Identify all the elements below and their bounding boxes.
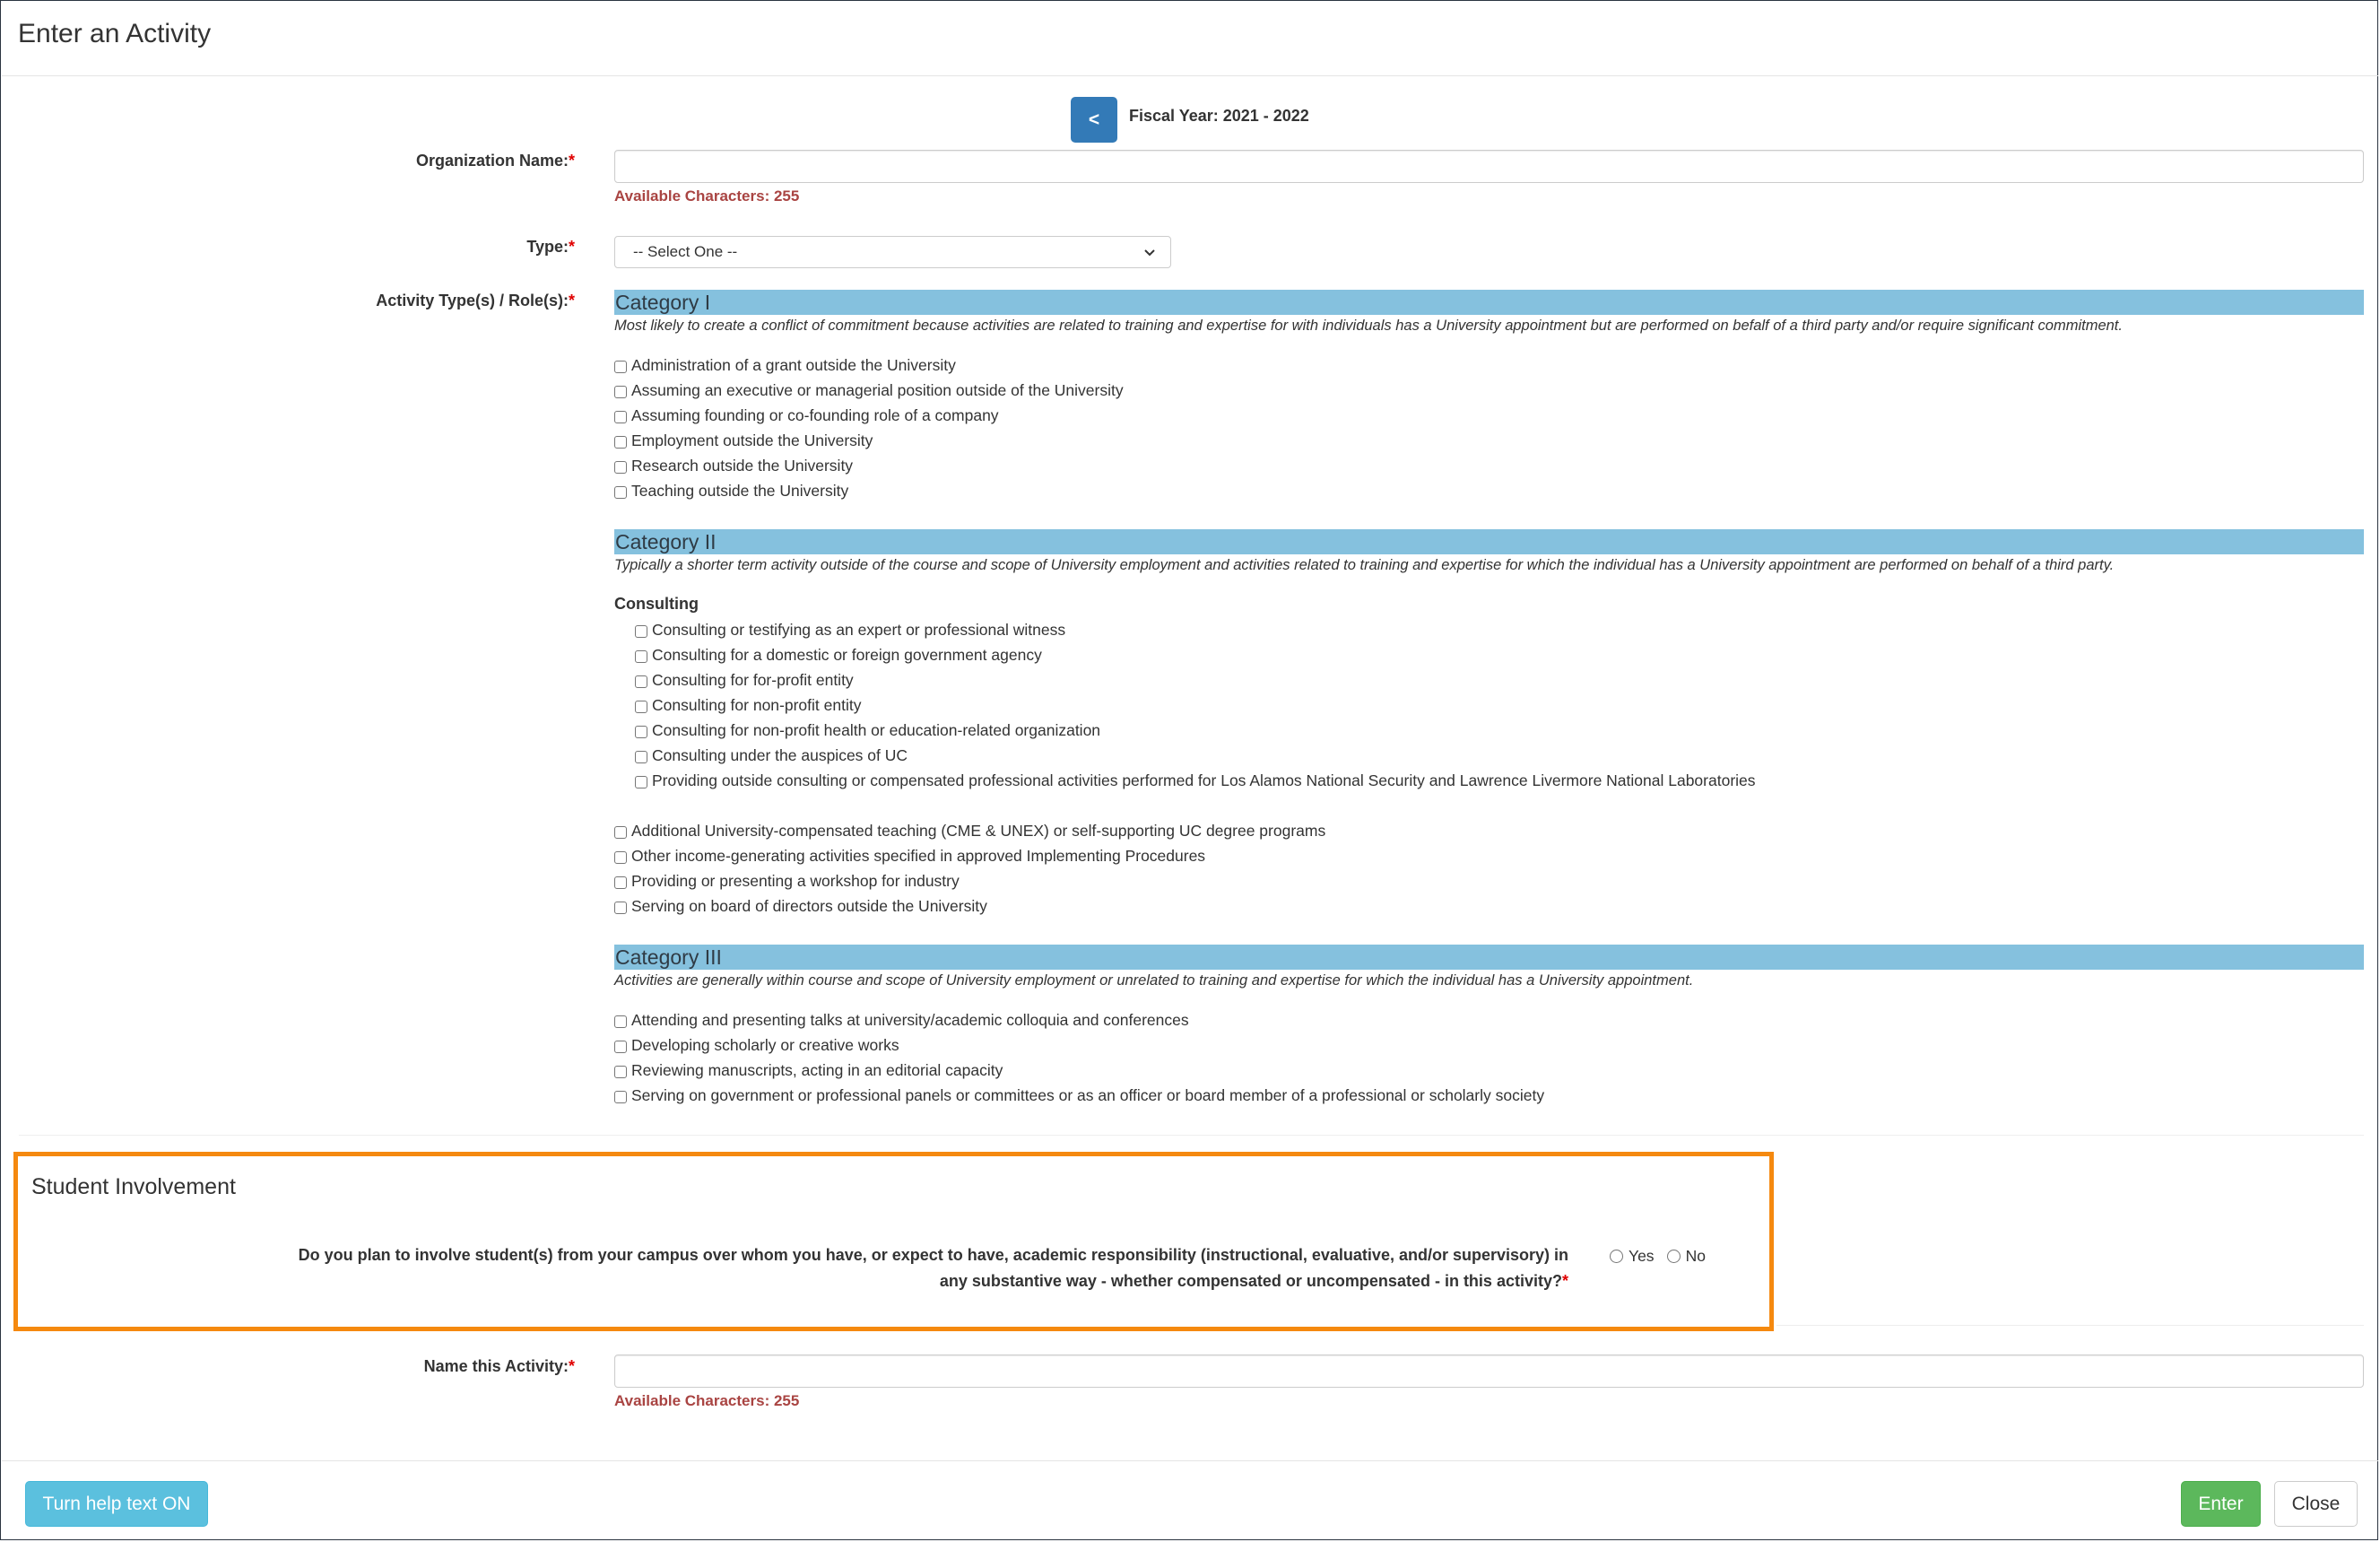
organization-available-characters: Available Characters: 255: [614, 187, 800, 205]
checkbox[interactable]: [635, 650, 647, 663]
checkbox-item[interactable]: Reviewing manuscripts, acting in an editorial capacity: [614, 1058, 1544, 1083]
category-3-description: Activities are generally within course and scope of University employment or unrelated to training and expertise for which the individual has a University appointment.: [614, 972, 1694, 989]
required-marker: *: [1561, 1272, 1568, 1290]
close-button[interactable]: Close: [2274, 1481, 2358, 1527]
checkbox[interactable]: [614, 361, 627, 373]
activity-types-label: Activity Type(s) / Role(s):*: [376, 292, 575, 309]
category-1-checkbox-list: [614, 353, 1124, 503]
checkbox[interactable]: [614, 876, 627, 889]
checkbox[interactable]: [635, 625, 647, 638]
toggle-help-text-button[interactable]: Turn help text ON: [25, 1481, 208, 1527]
consulting-subheading: Consulting: [614, 595, 699, 613]
required-marker: *: [568, 238, 575, 256]
activity-name-label: Name this Activity:*: [423, 1357, 575, 1375]
checkbox-item[interactable]: Administration of a grant outside the University: [614, 353, 1124, 378]
checkbox-item[interactable]: Additional University-compensated teaching (CME & UNEX) or self-supporting UC degree programs: [614, 818, 1325, 843]
checkbox-item[interactable]: Developing scholarly or creative works: [614, 1032, 1544, 1058]
checkbox[interactable]: [614, 411, 627, 423]
consulting-checkbox-list: [635, 617, 1756, 793]
checkbox-item[interactable]: Consulting for non-profit health or education-related organization: [635, 718, 1756, 743]
checkbox[interactable]: [614, 1015, 627, 1028]
checkbox-item[interactable]: Attending and presenting talks at university/academic colloquia and conferences: [614, 1007, 1544, 1032]
checkbox-item[interactable]: Research outside the University: [614, 453, 1124, 478]
checkbox[interactable]: [614, 461, 627, 474]
checkbox[interactable]: [635, 701, 647, 713]
radio-no[interactable]: No: [1667, 1247, 1706, 1266]
checkbox[interactable]: [635, 726, 647, 738]
type-select-value: -- Select One --: [633, 243, 738, 260]
checkbox[interactable]: [614, 1091, 627, 1103]
activity-name-available-characters: Available Characters: 255: [614, 1392, 800, 1409]
category-2-header: Category II: [614, 529, 2364, 554]
required-marker: *: [568, 292, 575, 309]
checkbox[interactable]: [614, 851, 627, 864]
category-2-checkbox-list: [614, 818, 1325, 919]
checkbox[interactable]: [614, 436, 627, 449]
category-1-description: Most likely to create a conflict of commitment because activities are related to training and expertise for with individuals has a University appointment but are performed on befalf of a third party and/or require significant commitment.: [614, 318, 2123, 334]
checkbox[interactable]: [635, 776, 647, 788]
radio-button[interactable]: [1667, 1250, 1681, 1263]
required-marker: *: [568, 152, 575, 170]
checkbox-item[interactable]: Assuming founding or co-founding role of a company: [614, 403, 1124, 428]
student-involvement-highlight: [13, 1152, 1774, 1331]
checkbox-item[interactable]: Serving on government or professional panels or committees or as an officer or board member of a professional or scholarly society: [614, 1083, 1544, 1108]
section-divider: [19, 1135, 2364, 1136]
checkbox[interactable]: [614, 486, 627, 499]
type-select[interactable]: [614, 236, 1171, 268]
radio-yes[interactable]: Yes: [1610, 1247, 1655, 1266]
chevron-down-icon: [1142, 244, 1158, 260]
checkbox-item[interactable]: Employment outside the University: [614, 428, 1124, 453]
organization-name-label: Organization Name:*: [415, 152, 575, 170]
fiscal-year-label: Fiscal Year: 2021 - 2022: [1129, 107, 1309, 125]
student-involvement-radio-group: [1610, 1247, 1706, 1266]
enter-button[interactable]: Enter: [2181, 1481, 2261, 1527]
checkbox-item[interactable]: Other income-generating activities specified in approved Implementing Procedures: [614, 843, 1325, 868]
student-involvement-question: Do you plan to involve student(s) from your campus over whom you have, or expect to have, academic responsibility (instructional, evaluative, and/or supervisory) in any substantive way - whether compensated or uncompensated - in this activity?*: [298, 1246, 1568, 1290]
footer-divider: [2, 1460, 2378, 1461]
section-divider: [1776, 1325, 2364, 1326]
required-marker: *: [568, 1357, 575, 1375]
checkbox-item[interactable]: Consulting for a domestic or foreign government agency: [635, 642, 1756, 667]
activity-name-input[interactable]: [614, 1355, 2364, 1388]
checkbox[interactable]: [614, 1041, 627, 1053]
checkbox-item[interactable]: Teaching outside the University: [614, 478, 1124, 503]
header-divider: [2, 75, 2378, 76]
checkbox[interactable]: [614, 826, 627, 839]
checkbox-item[interactable]: Serving on board of directors outside the University: [614, 893, 1325, 919]
radio-button[interactable]: [1610, 1250, 1623, 1263]
student-involvement-title: Student Involvement: [31, 1174, 236, 1199]
checkbox-item[interactable]: Assuming an executive or managerial position outside of the University: [614, 378, 1124, 403]
checkbox[interactable]: [614, 386, 627, 398]
category-1-header: Category I: [614, 290, 2364, 315]
category-3-header: Category III: [614, 945, 2364, 970]
checkbox-item[interactable]: Consulting for non-profit entity: [635, 693, 1756, 718]
checkbox-item[interactable]: Providing or presenting a workshop for industry: [614, 868, 1325, 893]
previous-fiscal-year-button[interactable]: <: [1071, 97, 1117, 143]
checkbox-item[interactable]: Consulting for for-profit entity: [635, 667, 1756, 693]
modal-title: Enter an Activity: [18, 19, 212, 48]
checkbox-item[interactable]: Consulting under the auspices of UC: [635, 743, 1756, 768]
category-3-checkbox-list: [614, 1007, 1544, 1108]
checkbox-item[interactable]: Providing outside consulting or compensated professional activities performed for Los Alamos National Security and Lawrence Livermore National Laboratories: [635, 768, 1756, 793]
organization-name-input[interactable]: [614, 150, 2364, 183]
type-label: Type:*: [526, 238, 575, 256]
category-2-description: Typically a shorter term activity outside of the course and scope of University employment and activities related to training and expertise for which the individual has a University appointment are performed on behalf of a third party.: [614, 557, 2115, 573]
checkbox[interactable]: [614, 1066, 627, 1078]
checkbox-item[interactable]: Consulting or testifying as an expert or professional witness: [635, 617, 1756, 642]
checkbox[interactable]: [635, 675, 647, 688]
checkbox[interactable]: [635, 751, 647, 763]
checkbox[interactable]: [614, 902, 627, 914]
